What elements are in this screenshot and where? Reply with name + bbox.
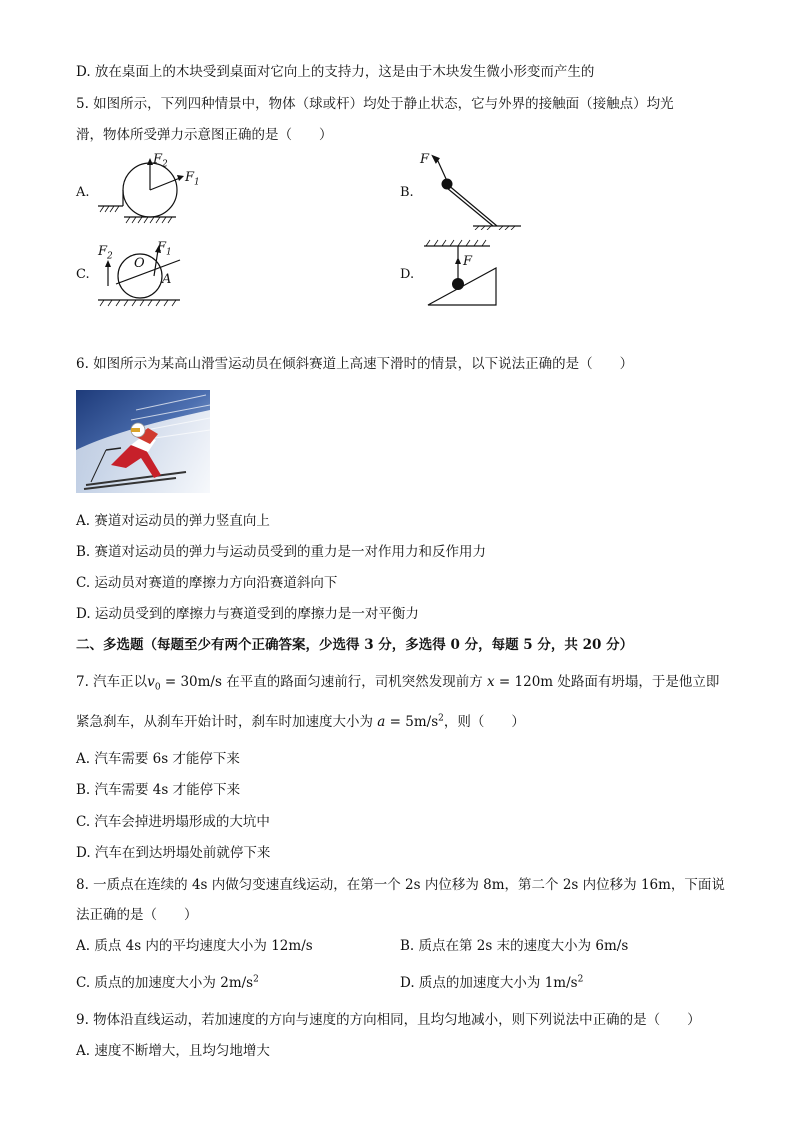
q6-stem: 6. 如图所示为某高山滑雪运动员在倾斜赛道上高速下滑时的情景，以下说法正确的是（ ） bbox=[76, 356, 634, 372]
q7-option-b: B. 汽车需要 4s 才能停下来 bbox=[76, 782, 241, 798]
q7-stem-line2: 紧急刹车，从刹车开始计时，刹车时加速度大小为 $a = 5m/s^2$，则（ ） bbox=[76, 713, 525, 730]
fig-a-label: A. bbox=[76, 185, 90, 200]
fig-d-f: F bbox=[463, 254, 473, 269]
q7-option-d: D. 汽车在到达坍塌处前就停下来 bbox=[76, 845, 271, 861]
q6-option-c: C. 运动员对赛道的摩擦力方向沿赛道斜向下 bbox=[76, 575, 338, 591]
q6-option-a: A. 赛道对运动员的弹力竖直向上 bbox=[76, 513, 270, 529]
fig-a-f1: $F_1$ bbox=[185, 170, 200, 188]
section-2-heading: 二、多选题（每题至少有两个正确答案，少选得 3 分，多选得 0 分，每题 5 分，共 20 分） bbox=[76, 637, 634, 653]
fig-c-o-point: O bbox=[134, 256, 145, 271]
q8-stem-line2: 法正确的是（ ） bbox=[76, 907, 198, 923]
fig-c-f1: $F_1$ bbox=[157, 240, 172, 258]
q8-option-c: C. 质点的加速度大小为 $2m/s^2$ bbox=[76, 974, 259, 991]
q8-option-b: B. 质点在第 2s 末的速度大小为 6m/s bbox=[400, 938, 629, 954]
q8-option-d: D. 质点的加速度大小为 $1m/s^2$ bbox=[400, 974, 584, 991]
fig-d-label: D. bbox=[400, 267, 415, 282]
q5-stem-line2: 滑，物体所受弹力示意图正确的是（ ） bbox=[76, 127, 333, 143]
fig-a-f2: $F_2$ bbox=[153, 152, 168, 170]
fig-b-label: B. bbox=[400, 185, 414, 200]
q6-option-b: B. 赛道对运动员的弹力与运动员受到的重力是一对作用力和反作用力 bbox=[76, 544, 487, 560]
fig-d-diagram bbox=[420, 238, 510, 310]
fig-b-f: F bbox=[420, 152, 430, 167]
fig-c-label: C. bbox=[76, 267, 90, 282]
q9-stem: 9. 物体沿直线运动，若加速度的方向与速度的方向相同，且均匀地减小，则下列说法中正确的是（ ） bbox=[76, 1012, 701, 1028]
q9-option-a: A. 速度不断增大，且均匀地增大 bbox=[76, 1043, 270, 1059]
fig-c-a-point: A bbox=[162, 272, 172, 287]
q7-stem-line1: 7. 汽车正以$v_0 = 30m/s$ 在平直的路面匀速前行，司机突然发现前方 x = 120m 处路面有坍塌，于是他立即 bbox=[76, 674, 720, 693]
q8-stem-line1: 8. 一质点在连续的 4s 内做匀变速直线运动，在第一个 2s 内位移为 8m，第二个 2s 内位移为 16m，下面说 bbox=[76, 877, 725, 893]
fig-c-f2: $F_2$ bbox=[98, 244, 113, 262]
q7-option-a: A. 汽车需要 6s 才能停下来 bbox=[76, 751, 240, 767]
q4-option-d: D. 放在桌面上的木块受到桌面对它向上的支持力，这是由于木块发生微小形变而产生的 bbox=[76, 64, 595, 80]
skier-photo bbox=[76, 390, 210, 493]
q7-option-c: C. 汽车会掉进坍塌形成的大坑中 bbox=[76, 814, 270, 830]
q8-option-a: A. 质点 4s 内的平均速度大小为 12m/s bbox=[76, 938, 313, 954]
q5-stem-line1: 5. 如图所示，下列四种情景中，物体（球或杆）均处于静止状态，它与外界的接触面（接触点）均光 bbox=[76, 96, 674, 112]
q6-option-d: D. 运动员受到的摩擦力与赛道受到的摩擦力是一对平衡力 bbox=[76, 606, 419, 622]
fig-b-diagram bbox=[415, 150, 525, 230]
